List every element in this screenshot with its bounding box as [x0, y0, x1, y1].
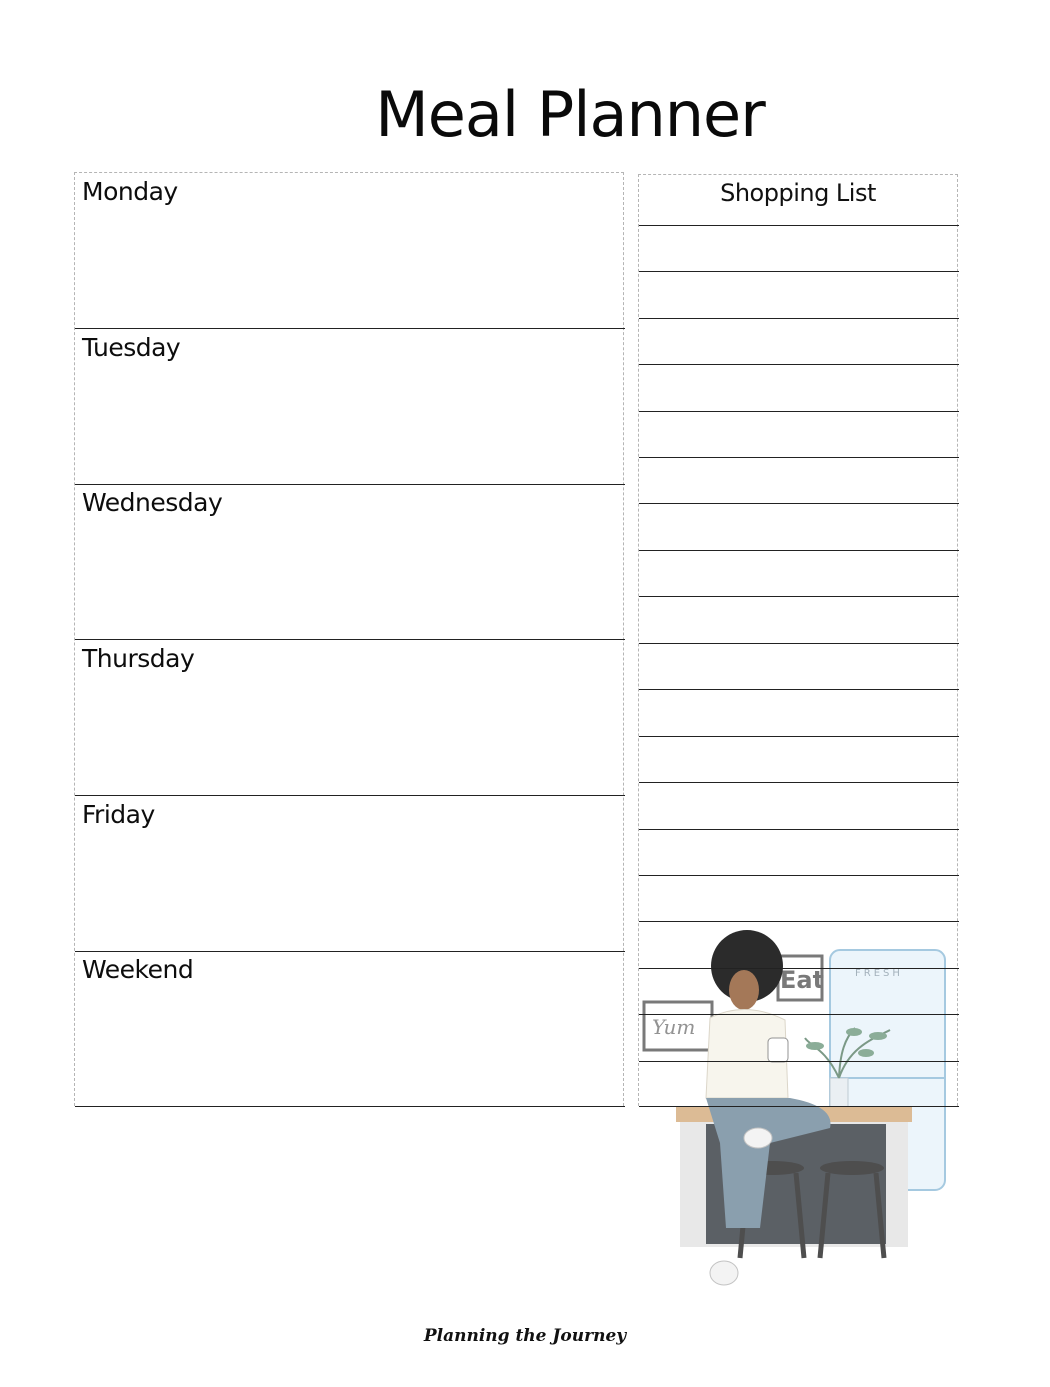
shopping-list-line[interactable]: [639, 503, 959, 504]
shopping-list-line[interactable]: [639, 1106, 959, 1107]
shopping-list-line[interactable]: [639, 271, 959, 272]
shopping-list-line[interactable]: [639, 1014, 959, 1015]
footer-brand: Planning the Journey: [423, 1326, 627, 1346]
shopping-list-line[interactable]: [639, 829, 959, 830]
day-label: Thursday: [82, 644, 195, 673]
page-title: Meal Planner: [375, 78, 765, 151]
shopping-list-title: Shopping List: [720, 179, 876, 207]
shopping-list-line[interactable]: [639, 596, 959, 597]
shopping-list-line[interactable]: [639, 643, 959, 644]
day-label: Monday: [82, 177, 178, 206]
eat-sign-text: Eat: [780, 966, 825, 994]
shopping-list-line[interactable]: [639, 318, 959, 319]
day-section-tuesday[interactable]: [75, 329, 625, 485]
stool: [820, 1161, 884, 1175]
day-section-wednesday[interactable]: [75, 484, 625, 640]
shopping-list-line[interactable]: [639, 736, 959, 737]
day-section-weekend[interactable]: [75, 951, 625, 1107]
shopping-list-line[interactable]: [639, 225, 959, 226]
day-section-thursday[interactable]: [75, 640, 625, 796]
day-label: Friday: [82, 800, 155, 829]
day-label: Tuesday: [82, 333, 181, 362]
yum-sign-text: Yum: [652, 1015, 696, 1039]
day-section-monday[interactable]: [75, 173, 625, 329]
shopping-list-line[interactable]: [639, 550, 959, 551]
shopping-list-line[interactable]: [639, 411, 959, 412]
shopping-list-line[interactable]: [639, 875, 959, 876]
shopping-list-line[interactable]: [639, 689, 959, 690]
day-section-friday[interactable]: [75, 796, 625, 952]
shopping-list-line[interactable]: [639, 782, 959, 783]
shopping-list-line[interactable]: [639, 1061, 959, 1062]
shopping-list: [638, 174, 958, 1106]
fridge-label: FRESH: [855, 968, 903, 979]
shopping-list-line[interactable]: [639, 968, 959, 969]
days-column: [74, 172, 624, 1106]
day-label: Wednesday: [82, 488, 223, 517]
shopping-list-line[interactable]: [639, 364, 959, 365]
shopping-list-line[interactable]: [639, 457, 959, 458]
shopping-list-line[interactable]: [639, 921, 959, 922]
day-label: Weekend: [82, 955, 194, 984]
